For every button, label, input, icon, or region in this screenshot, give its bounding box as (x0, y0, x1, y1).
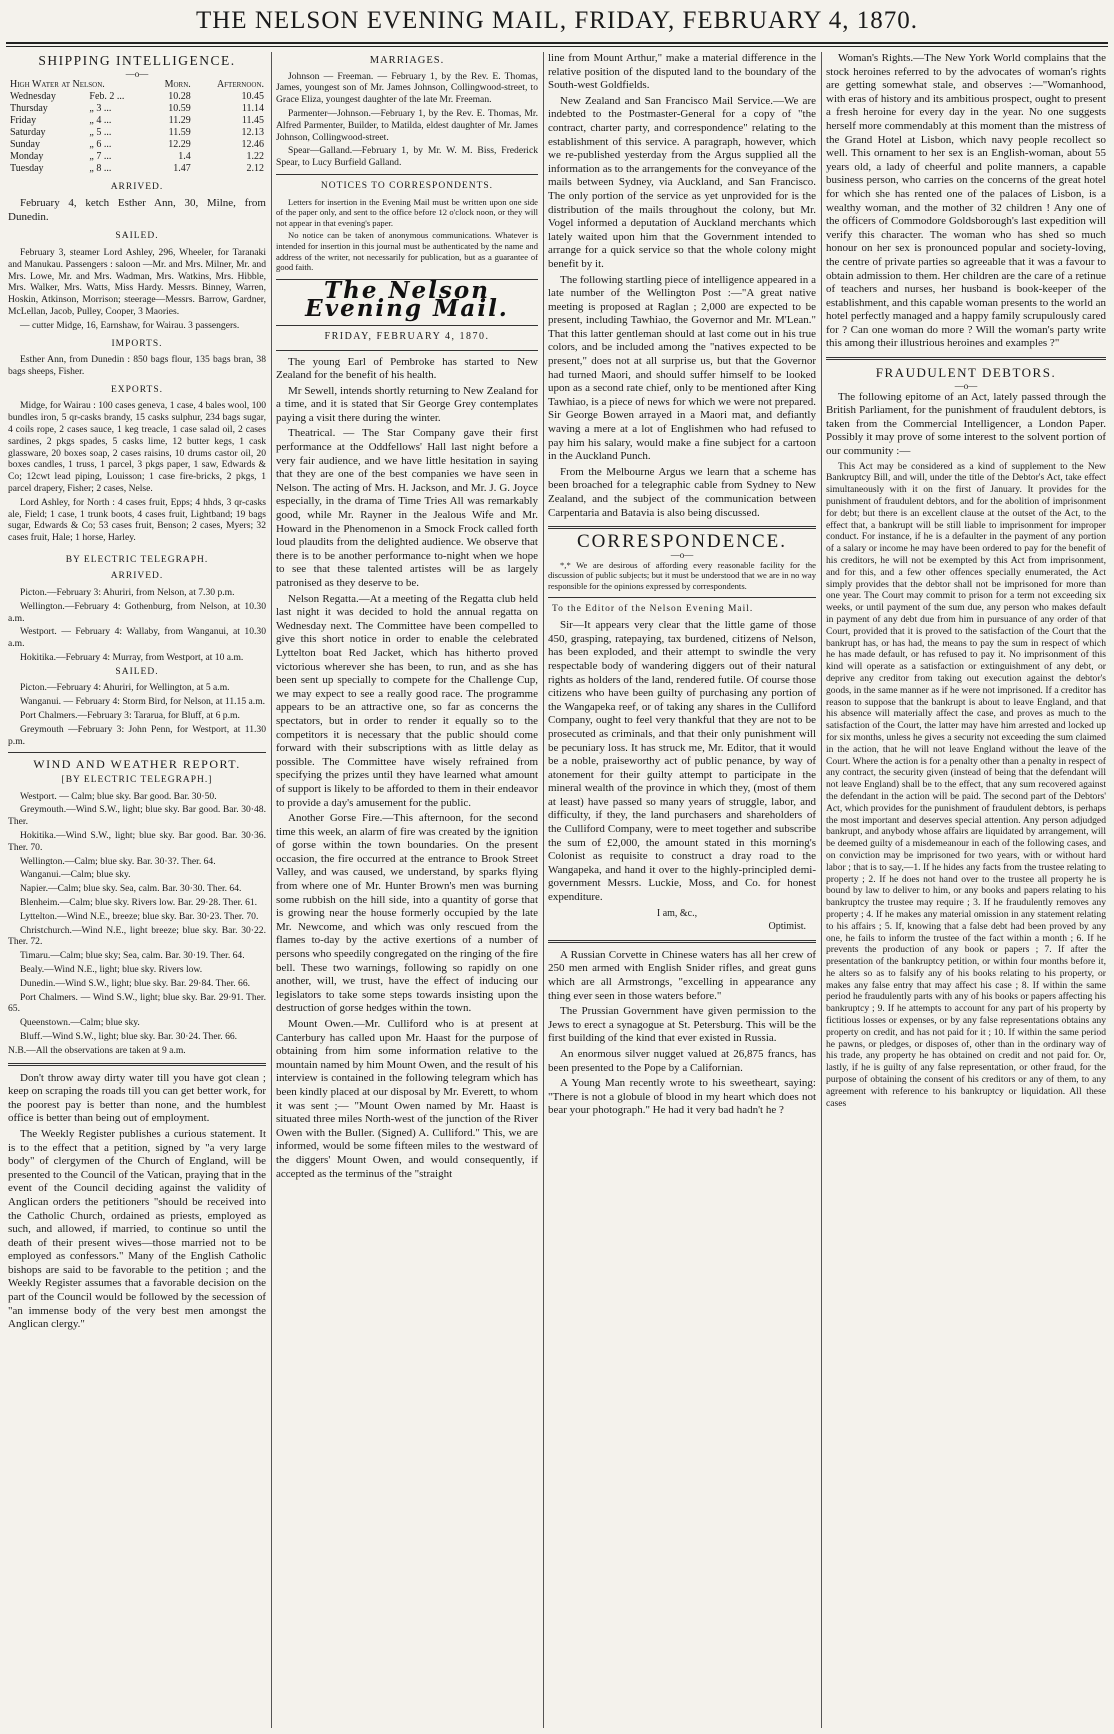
notice-text: Letters for insertion in the Evening Mail must be written upon one side of the paper only, and sent to the office before 12 o'clock noon, or they will not appear in that evening's paper. (276, 196, 538, 228)
section-rule (548, 526, 816, 529)
weather-item: Port Chalmers. — Wind S.W., light; blue sky. Bar. 29·91. Ther. 65. (8, 991, 266, 1015)
exports-text-2: Lord Ashley, for North : 4 cases fruit, Epps; 4 hhds, 3 qr-casks ale, Field; 1 case, 1 trunk boots, 4 cases fruit, Lightband; 19 bags sugar, Edwards & Co; 53 cases fruit, Benson; 2 cases, Myers; 32 cases fruit, Hale; 1 horse, Harley. (8, 496, 266, 544)
column-divider (821, 52, 822, 1728)
article-silver-nugget: An enormous silver nugget valued at 26,875 francs, has been presented to the Pope by a Californian. (548, 1047, 816, 1074)
tel-arrived-item: Wellington.—February 4: Gothenburg, from Nelson, at 10.30 a.m. (8, 600, 266, 624)
tide-row: Tuesday „ 8 ... 1.47 2.12 (10, 162, 264, 174)
column-1 (8, 52, 266, 1728)
weather-item: Timaru.—Calm; blue sky; Sea, calm. Bar. 30·19. Ther. 64. (20, 950, 245, 962)
tel-sailed-item: Picton.—February 4: Ahuriri, for Wellington, at 5 a.m. (20, 682, 230, 694)
fraudulent-debtors-heading: FRAUDULENT DEBTORS. (875, 365, 1057, 381)
dirty-water-article: Don't throw away dirty water till you have got clean ; keep on scraping the roads till you can get better work, for the poorest pay is better than none, and the humblest office is better than being out of employment. (8, 1071, 266, 1125)
telegraph-heading: BY ELECTRIC TELEGRAPH. (65, 554, 209, 565)
tide-row: Monday „ 7 ... 1.4 1.22 (10, 150, 264, 162)
weather-item: Queenstown.—Calm; blue sky. (20, 1017, 140, 1029)
section-ornament: —o— (954, 380, 978, 391)
tide-row: Friday „ 4 ... 11.29 11.45 (10, 114, 264, 126)
section-rule (276, 350, 538, 351)
letter-closing: I am, &c., (656, 907, 698, 919)
correspondence-heading: CORRESPONDENCE. (577, 531, 787, 553)
article-sewell: Mr Sewell, intends shortly returning to New Zealand for a time, and it is stated that Sir George Grey contemplates paying a visit there during the winter. (276, 384, 538, 424)
weather-subheading: [BY ELECTRIC TELEGRAPH.] (61, 775, 213, 786)
weather-item: Wellington.—Calm; blue sky. Bar. 30·3?. Ther. 64. (20, 855, 216, 867)
article-native-meeting: The following startling piece of intelligence appeared in a late number of the Wellington Post :—"A great native meeting is proposed at Raglan ; 2,000 are expected to be present, including Tawhiao, the Governor and Mr. M'Lean." That this latter gentleman should at last come out in his true colors, and be included among the "natives expected to be present," does not at all surprise us, but that the Governor had turned Maori, and should suffer himself to be looked upon as a second rate chief, only to be mentioned after King Tawhiao, is a piece of news for which we were not prepared. Sir George Bowen arrayed in a Maori mat, and defiantly waving a mere at a lot of Englishmen who had refused to pay him his salary, would make a fine subject for a cartoon in the Auckland Punch. (548, 273, 816, 463)
marriages-heading: MARRIAGES. (369, 55, 445, 66)
notice-text: No notice can be taken of anonymous communications. Whatever is intended for insertion in this journal must be authenticated by the name and address of the writer, not necessarily for publication, but as a guarantee of good faith. (276, 230, 538, 273)
weather-item: Wanganui.—Calm; blue sky. (20, 869, 131, 881)
masthead-rule-thin (6, 46, 1108, 47)
weather-item: Westport. — Calm; blue sky. Bar good. Bar. 30·50. (20, 790, 217, 802)
tel-arrived-heading: ARRIVED. (110, 571, 164, 582)
weather-item: Napier.—Calm; blue sky. Sea, calm. Bar. 30·30. Ther. 64. (20, 883, 242, 895)
tide-row: Saturday „ 5 ... 11.59 12.13 (10, 126, 264, 138)
exports-heading: EXPORTS. (110, 384, 164, 395)
weather-item: Dunedin.—Wind S.W., light; blue sky. Bar. 29·84. Ther. 66. (20, 977, 251, 989)
tide-header-afternoon: Afternoon. (216, 78, 264, 90)
paper-title: The Nelson Evening Mail. (305, 276, 509, 323)
article-cable: From the Melbourne Argus we learn that a scheme has been broached for a telegraphic cable from Sydney to New Zealand, and the subject of the communication between Carpentaria and Batavia is also being discussed. (548, 465, 816, 519)
tel-sailed-item: Port Chalmers.—February 3: Tararua, for Bluff, at 6 p.m. (20, 710, 240, 722)
letter-signature: Optimist. (768, 921, 806, 933)
column-4 (826, 52, 1106, 1728)
tel-arrived-item: Hokitika.—February 4: Murray, from Westport, at 10 a.m. (20, 652, 244, 664)
article-mount-owen-cont: line from Mount Arthur," make a material difference in the relative position of the disputed land to the boundary of the South-west Goldfields. (548, 52, 816, 92)
article-regatta: Nelson Regatta.—At a meeting of the Regatta club held last night it was decided to hold the annual regatta on Wednesday next. The Committee have been compelled to give this short notice in order to enable the celebrated Lyttelton boat Red Jacket, which has hitherto proved victorious wherever she has been, to run, and as she has been sent up specially to compete for the Challenge Cup, we may expect to see a really good race. The programme appears to be an attractive one, so far as concerns the spectators, but in order to render it equally so to the competitors it is necessary that the public should come forward with their subscriptions with as little delay as possible. The Committee have wisely refrained from specifying the prizes until they have learned what amount of support is likely to be afforded to them in their endeavor to provide a day's amusement for the public. (276, 592, 538, 809)
arrived-heading: ARRIVED. (110, 181, 164, 192)
weather-note: N.B.—All the observations are taken at 9 a.m. (8, 1044, 186, 1056)
tide-table (8, 79, 266, 175)
column-divider (271, 52, 272, 1728)
weather-item: Bluff.—Wind S.W., light; blue sky. Bar. 30·24. Ther. 66. (20, 1030, 238, 1042)
fraudulent-debtors-intro: The following epitome of an Act, lately passed through the British Parliament, for the punishment of fraudulent debtors, is taken from the Commercial Intelligencer, a London Paper. Possibly it may prove of some interest to the solvent portion of our community :— (826, 390, 1106, 458)
weekly-register-article: The Weekly Register publishes a curious statement. It is to the effect that a petition, signed by "a very large body" of clergymen of the Church of England, will be presented to the Council of the Vatican, praying that in the event of the Council deciding against the validity of Anglican orders the petitioners "should be received into the Catholic Church, ordained as priests, employed as such, and allowed, if married, to continue so until the death of their present wives—those married not to be employed as confessors." Many of the English Catholic bishops are said to be favorable to the petition ; and the Weekly Register assumes that a favorable decision on the part of the Council would be followed by the secession of "an immense body of the very best men amongst the Anglican clergy." (8, 1127, 266, 1331)
section-rule (8, 1063, 266, 1066)
masthead-rule (6, 42, 1108, 44)
weather-item: Hokitika.—Wind S.W., light; blue sky. Bar good. Bar. 30·36. Ther. 70. (8, 830, 266, 853)
imports-heading: IMPORTS. (111, 338, 163, 349)
paper-nameplate (276, 276, 538, 326)
letter-body: Sir—It appears very clear that the little game of those 450, grasping, ratepaying, tax burdened, citizens of Nelson, has been exploded, and their attempt to swindle the very respectable body of wandering diggers out of their natural rights as holders of the land, rendered futile. Of course those citizens who have been guilty of purchasing any portion of the Wangapeka reef, or of taking any shares in the Culliford Company, ought to feel very thankful that they are not to be prosecuted as criminals, and that their only punishment will be pecuniary loss. It has struck me, Mr. Editor, that it would be a noble, praiseworthy act of public penance, by way of atonement for their guilty attempt to participate in the mineral wealth of the province in which they, (most of them at least) have passed so many years of struggle, labor, and difficulty, if they, the land purchasers and shareholders of the Culliford Company, were to meet together and subscribe the sum of £2,000, the amount stated in this morning's Colonist as requisite to construct a dray road to the Wangapeka, and hand it over to the highly-principled demi-government Messrs. Luckie, Moss, and Co. for honest expenditure. (548, 619, 816, 904)
weather-heading: WIND AND WEATHER REPORT. (33, 757, 241, 772)
tide-header-place: High Water at Nelson. (10, 78, 105, 90)
tel-arrived-item: Picton.—February 3: Ahuriri, from Nelson, at 7.30 p.m. (20, 587, 235, 599)
article-prussian-government: The Prussian Government have given permission to the Jews to erect a synagogue at St. Petersburg. This will be the first building of the kind that ever existed in Russia. (548, 1005, 816, 1045)
shipping-heading: SHIPPING INTELLIGENCE. (38, 53, 236, 68)
weather-item: Blenheim.—Calm; blue sky. Rivers low. Bar. 29·28. Ther. 61. (20, 897, 258, 908)
article-young-man: A Young Man recently wrote to his sweetheart, saying: "There is not a globule of blood in my heart which does not bear your photograph." He had it very bad hadn't he ? (548, 1077, 816, 1117)
arrived-text: February 4, ketch Esther Ann, 30, Milne, from Dunedin. (8, 197, 266, 223)
tide-row: Wednesday Feb. 2 ... 10.28 10.45 (10, 90, 264, 102)
tel-sailed-item: Greymouth —February 3: John Penn, for Westport, at 11.30 p.m. (8, 723, 266, 747)
weather-item: Bealy.—Wind N.E., light; blue sky. Rivers low. (20, 963, 203, 975)
article-mount-owen: Mount Owen.—Mr. Culliford who is at present at Canterbury has called upon Mr. Haast for the purpose of obtaining from him some information relative to the mountain named by him Mount Owen, and the result of his interview is contained in the following telegram which has been kindly placed at our disposal by Mr. Everett, to whom it was sent ;— "Mount Owen named by Mr. Haast is situated three miles North-west of the junction of the River Owen with the Buller. (Signed) A. Culliford." This, we are informed, would be some fifteen miles to the westward of the diggers' Mount Owen, and would consequently, if accepted as the terminus of the "straight (276, 1018, 538, 1180)
article-theatrical: Theatrical. — The Star Company gave their first performance at the Oddfellows' Hall last night before a very fair audience, and we have little hesitation in saying that they are one of the best companies we have seen in Nelson. The acting of Mrs. H. Jackson, and Mr. J. G. Joyce especially, in the drama of Time Tries All was remarkably good, while Mr. Rayner in the Jealous Wife and Mr. Howard in the Phenomenon in a Smock Frock called forth loud plaudits from the delighted audience. We observe that there is to be another performance to-night when we hope to see that these talented artistes will be as largely patronised as they deserve to be. (276, 427, 538, 589)
section-rule (548, 597, 816, 598)
tide-header-morn: Morn. (164, 78, 191, 90)
paper-dateline: FRIDAY, FEBRUARY 4, 1870. (324, 330, 490, 342)
section-ornament: —o— (125, 68, 149, 79)
sailed-text-2: — cutter Midge, 16, Earnshaw, for Wairau. 3 passengers. (20, 319, 240, 331)
masthead-title: THE NELSON EVENING MAIL, FRIDAY, FEBRUARY 4, 1870. (195, 7, 919, 34)
marriage-notice: Johnson — Freeman. — February 1, by the Rev. E. Thomas, James, youngest son of Mr. James Johnson, Collingwood-street, to Grace Eliza, youngest daughter of the late Mr. Freeman. (276, 70, 538, 106)
section-rule (826, 357, 1106, 360)
section-rule (8, 752, 266, 753)
tel-arrived-item: Westport. — February 4: Wallaby, from Wanganui, at 10.30 a.m. (8, 626, 266, 650)
tel-sailed-heading: SAILED. (115, 666, 159, 677)
imports-text: Esther Ann, from Dunedin : 850 bags flour, 135 bags bran, 38 bags sheeps, Fisher. (8, 354, 266, 377)
article-pembroke: The young Earl of Pembroke has started to New Zealand for the benefit of his health. (276, 355, 538, 382)
weather-item: Greymouth.—Wind S.W., light; blue sky. Bar good. Bar. 30·48. Ther. (8, 804, 266, 828)
correspondence-note: *,* We are desirous of affording every reasonable facility for the discussion of public subjects; but it must be understood that we are in no way responsible for the opinions expressed by correspondents. (548, 559, 816, 591)
fraudulent-debtors-body: This Act may be considered as a kind of supplement to the New Bankruptcy Bill, and will, under the title of the Debtor's Act, take effect simultaneously with it on the first of January. It provides for the punishment of fraudulent debtors, and for the abolition of imprisonment for debt; but there is an excellent clause at the outset of the Act, to the effect that, a bankrupt will be still liable to imprisonment for improper conduct. For instance, if he is a defaulter in the payment of any portion of a salary or income he may have been ordered to pay for the benefit of his creditors, he will not be exempted by this Act from imprisonment, and for this, and a few other offences specially enumerated, the Act simply provides that the debtor shall not be imprisoned for more than one year. The Court may commit to prison for a term not exceeding six weeks, or until payment of the sum due, any person who makes default in payment of any debt due from him in pursuance of any order of that Court, provided that it is proved to the satisfaction of the Court that the bankrupt has, or has had, the means to pay the sum in respect of which he has made default, or has refused to pay it. No imprisonment of this kind will operate as a satisfaction or extinguishment of any debt, or deprive any creditor from taking out execution against the debtor's goods, in the same manner as if he were not imprisoned. If a creditor has reason to suppose that the bankrupt is about to leave England, and that his absence will materially affect the case, and proves as much to the satisfaction of the Court, the latter may have him arrested and locked up for six months, unless he gives a security not exceeding the sum claimed in the action, that he will not leave England without the leave of the Court. Where the action is for a penalty other than a penalty in respect of any contract, the security given (instead of being that the defendant will not leave England) shall be to the effect, that any sum recovered against the defendant in the action will be paid. The second part of the Debtors' Act, which provides for the punishment of fraudulent debtors, is perhaps the most important and deserves special attention. Any person adjudged bankrupt, and anybody whose affairs are liquidated by arrangement, will be deemed guilty of a misdemeanour in each of the following cases, and on conviction may be imprisoned for two years, with or without hard labor ; that is to say,—1. If he hides any facts from the trustee relating to property ; 2. If he does not hand over to the trustee all property he is bound by law to deliver to him, or any books and papers relating to his bankruptcy the trustee may require ; 3. If he fraudulently removes any property ; 4. If he makes any material omission in any statement relating to his affairs ; 5. If, knowing that a false debt had been proved by any one, he fails to inform the trustee of the fact within a month ; 6. If he prevents the production of any book or papers ; 7. If after the presentation of the bankruptcy petition, or within four months before it, he alters so as to falsify any of his books relating to his property, or makes any false entry that may affect his case ; 8. If within the same period he fraudulently parts with any of his books or papers affecting his bankruptcy ; 9. If he attempts to account for any part of his property by fictitious losses or expenses, or by any false representations obtains any property on credit, and has not paid for it ; 10. If within the same period he pawns, or pledges, or disposes of, other than in the ordinary way of his trade, any property he has obtained on credit and not paid for. Or, lastly, if he is guilty of any false representation, or other fraud, for the purpose of obtaining the consent of his creditors or any of them, to any agreement with reference to his bankruptcy or liquidation. All these cases (826, 460, 1106, 1109)
section-ornament: —o— (670, 549, 694, 560)
tel-sailed-item: Wanganui. — February 4: Storm Bird, for Nelson, at 11.15 a.m. (20, 696, 266, 708)
section-rule (276, 174, 538, 175)
article-gorse-fire: Another Gorse Fire.—This afternoon, for the second time this week, an alarm of fire was created by the ignition of gorse within the town boundaries. On the present occasion, the fire occurred at the entrance to Brook Street Valley, and was caused, we understand, by sparks flying from where one of Mr. Hunter Brown's men was burning some rubbish on the hill side, into a quantity of gorse that is growing near the house formerly occupied by the late Mr. Newcome, and which was only rescued from the flames to-day by the active exertions of a number of persons who speedily congregated on the ringing of the fire bell. These two warnings, following so rapidly on one another, will, we trust, have the effect of inducing our legislators to take some steps towards insisting upon the destruction of gorse hedges within the town. (276, 812, 538, 1015)
sailed-heading: SAILED. (115, 231, 159, 242)
article-womans-rights: Woman's Rights.—The New York World complains that the stock heroines referred to by the advocates of woman's rights are getting somewhat stale, and observes :—"Womanhood, with eras of history and its ambitious prospect, ought to present a fresh heroine for every day in the year. No one suggests herself more commendably at this moment than the mistress of the Grand Hotel at Lisbon, which navy people recollect so well. This ornament to her sex is an English-woman, about 55 years old, a lady of cheerful and polite manners, a capable business person, who carries on the concerns of the great hotel for which she has rented one of the palaces of Lisbon, is a wealthy woman, and the mother of 32 children ! Any one of the officers of Commodore Goldsborough's last expedition will verify this character. The woman who has shed so much honour on her sex is pronounced popular and society-loving, the centre of private parties so agreeable that it was a favour to obtain admission to them. Her children are the care of a retinue of teachers and nurses, her husband is book-keeper of the establishment, and this capable woman presents to the world an hotel perfectly managed and a happy family scrupulously cared for ? Can one woman do more ? Will the woman's party write this among their illustrious heroines and examples ?" (826, 52, 1106, 350)
section-rule (548, 940, 816, 943)
column-2 (276, 52, 538, 1728)
notices-heading: NOTICES TO CORRESPONDENTS. (320, 180, 494, 191)
article-russian-corvette: A Russian Corvette in Chinese waters has all her crew of 250 men armed with English Snider rifles, and great guns which are all Armstrongs, "excelling in appearance any thing ever seen in those waters before." (548, 948, 816, 1002)
to-editor-line: To the Editor of the Nelson Evening Mail. (552, 603, 754, 614)
tide-row: Sunday „ 6 ... 12.29 12.46 (10, 138, 264, 150)
weather-item: Lyttelton.—Wind N.E., breeze; blue sky. Bar. 30·23. Ther. 70. (20, 910, 259, 922)
tide-row: Thursday „ 3 ... 10.59 11.14 (10, 102, 264, 114)
exports-text: Midge, for Wairau : 100 cases geneva, 1 case, 4 bales wool, 100 bundles iron, 5 qr-casks brandy, 15 casks sulphur, 234 bags sugar, 4 coils rope, 2 cases sauce, 1 keg treacle, 1 case salad oil, 2 cases sardines, 2 pkgs spades, 5 casks lime, 12 butter kegs, 1 cask glassware, 20 boxes soap, 2 cases raisins, 10 drums castor oil, 20 boxes candles, 1 truss, 1 parcel, 3 pkgs paper, 1 saw, Edwards & Co; 12cwt lead piping, Louisson; 1 case fire-bricks, 2 pkgs, 1 parcel drapery, Fisher; 2 cases, Nelse. (8, 400, 266, 494)
article-mail-service: New Zealand and San Francisco Mail Service.—We are indebted to the Postmaster-General for a copy of "the contract, charter party, and correspondence" relating to the establishment of this service. A paragraph, however, which we re-published yesterday from the Argus supplied all the information as to the arrangements for the conveyance of the mails between Sydney, via Auckland, and San Francisco. The only portion of the service as yet unprovided for is the distribution of the mails throughout the colony, but Mr. Vogel informed a deputation of Auckland merchants which lately waited upon him that the Government intended to arrange for a quick service so that the whole colony might benefit by it. (548, 94, 816, 270)
marriage-notice: Spear—Galland.—February 1, by Mr. W. M. Biss, Frederick Spear, to Lucy Burfield Galland. (276, 145, 538, 169)
weather-item: Christchurch.—Wind N.E., light breeze; blue sky. Bar. 30·22. Ther. 72. (8, 924, 266, 948)
column-divider (543, 52, 544, 1728)
sailed-text: February 3, steamer Lord Ashley, 296, Wheeler, for Taranaki and Manukau. Passengers : saloon —Mr. and Mrs. Milner, Mr. and Mrs. Lowe, Mr. and Mrs. Wadman, Mrs. Watkins, Mrs. Hibble, Mrs. Walker, Mrs. Watts, Miss Hardy. Messrs. Binney, Warren, Hoskin, Atkinson, Morrison; steerage—Messrs. Barrow, Gardner, McLellan, Jacob, Pulley, Cooper, 3 Maories. (8, 246, 266, 317)
marriage-notice: Parmenter—Johnson.—February 1, by the Rev. E. Thomas, Mr. Alfred Parmenter, Builder, to Matilda, eldest daughter of Mr. James Johnson, Collingwood-street. (276, 107, 538, 143)
column-3 (548, 52, 816, 1728)
